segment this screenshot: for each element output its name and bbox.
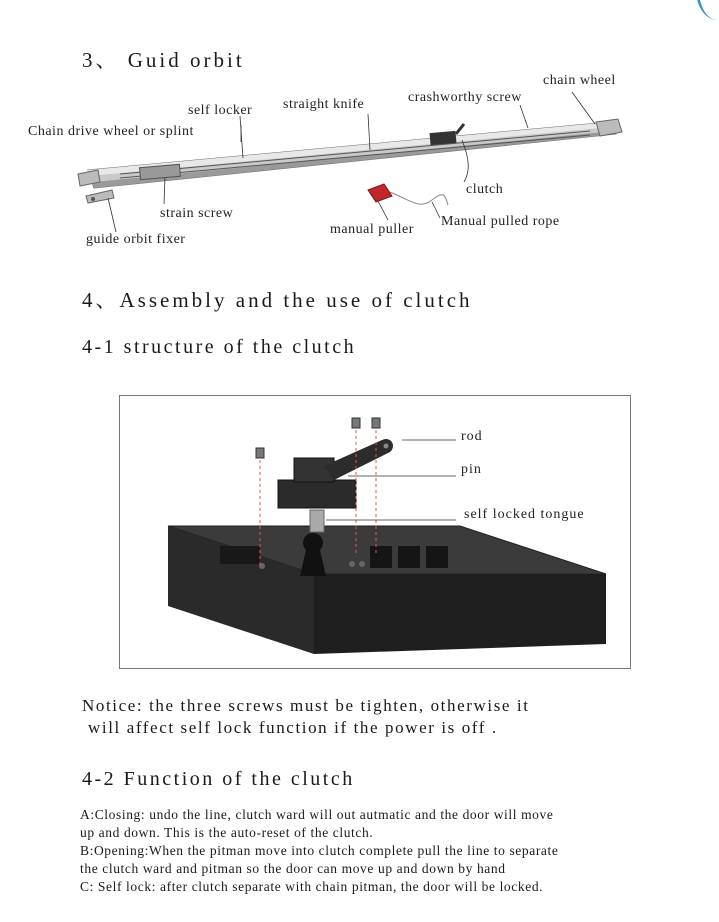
notice-line-2: will affect self lock function if the power is off . [88, 718, 498, 737]
subsection-4-1-title: 4-1 structure of the clutch [82, 336, 357, 358]
function-a-line-1: A:Closing: undo the line, clutch ward will out autmatic and the door will move [80, 807, 554, 822]
section-3-title: 3、 Guid orbit [82, 48, 245, 72]
label-strain-screw: strain screw [160, 206, 234, 221]
clutch-structure-illustration [120, 396, 630, 668]
label-manual-puller: manual puller [330, 222, 414, 237]
label-pin: pin [461, 462, 482, 477]
label-clutch: clutch [466, 182, 504, 197]
label-self-locked-tongue: self locked tongue [464, 507, 585, 522]
section-4-title: 4、Assembly and the use of clutch [82, 288, 473, 312]
label-straight-knife: straight knife [283, 97, 365, 112]
label-chain-wheel: chain wheel [543, 73, 616, 88]
guide-orbit-illustration [0, 0, 719, 260]
subsection-4-2-title: 4-2 Function of the clutch [82, 768, 355, 790]
function-b-line-1: B:Opening:When the pitman move into clutch complete pull the line to separate [80, 843, 559, 858]
label-rod: rod [461, 429, 483, 444]
function-a-line-2: up and down. This is the auto-reset of the clutch. [80, 825, 374, 840]
notice-line-1: Notice: the three screws must be tighten, otherwise it [82, 696, 530, 715]
label-self-locker: self locker [188, 103, 253, 118]
label-manual-pulled-rope: Manual pulled rope [441, 214, 560, 229]
label-chain-drive-wheel: Chain drive wheel or splint [28, 124, 194, 139]
function-c-line-1: C: Self lock: after clutch separate with chain pitman, the door will be locked. [80, 879, 544, 894]
label-guide-orbit-fixer: guide orbit fixer [86, 232, 186, 247]
clutch-figure-frame [119, 395, 631, 669]
function-b-line-2: the clutch ward and pitman so the door can move up and down by hand [80, 861, 506, 876]
label-crashworthy-screw: crashworthy screw [408, 90, 522, 105]
